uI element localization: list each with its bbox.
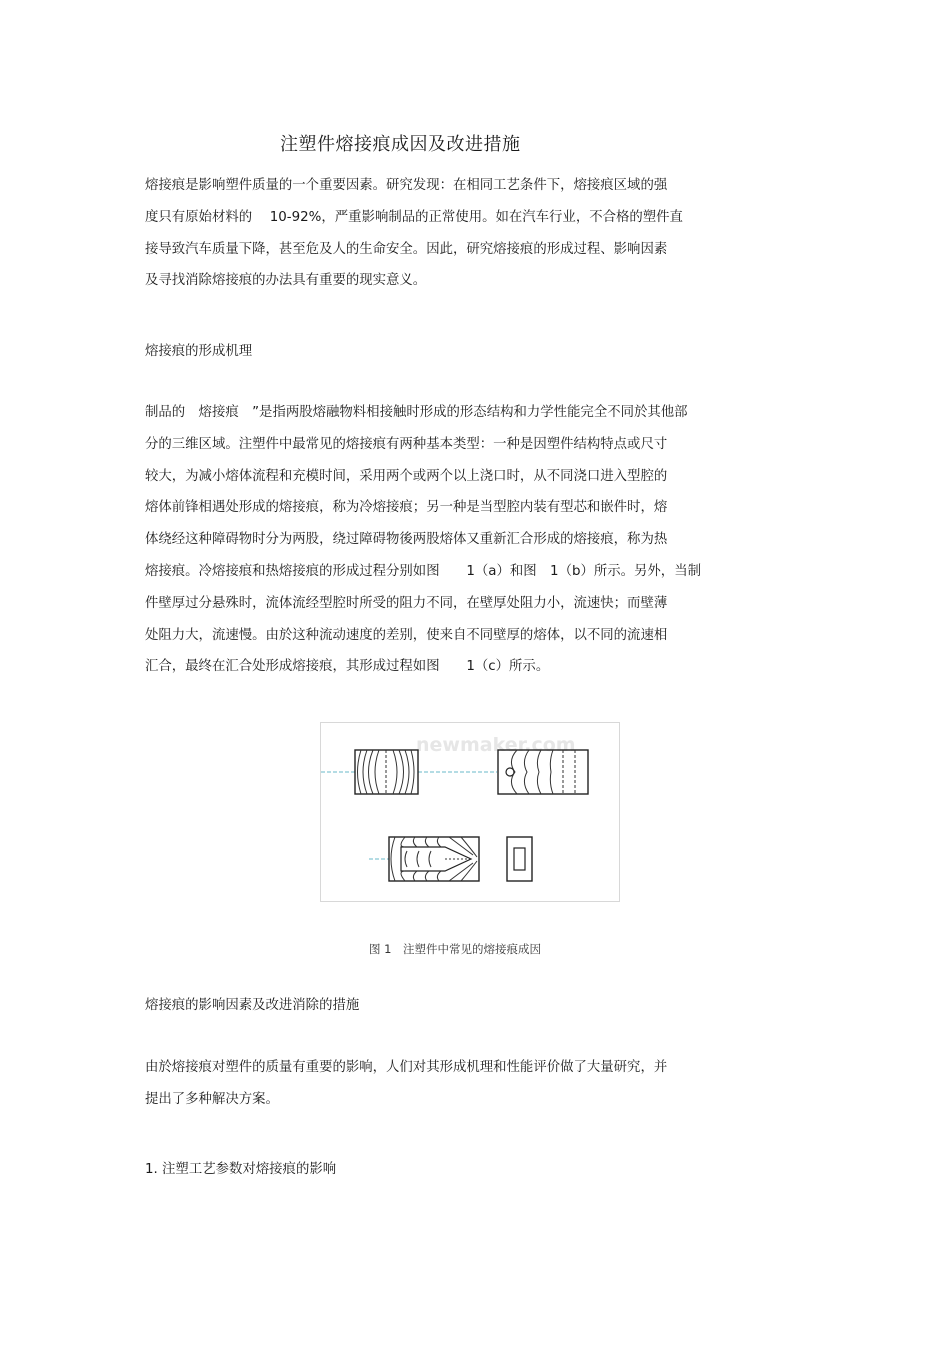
factors-line: 由於熔接痕对塑件的质量有重要的影响，人们对其形成机理和性能评价做了大量研究，并 [145,1060,668,1075]
factors-paragraph [145,1052,667,1116]
intro-line: 及寻找消除熔接痕的办法具有重要的现实意义。 [145,273,427,289]
section-heading-process-params: 1. 注塑工艺参数对熔接痕的影响 [145,1162,337,1177]
mechanism-line: 汇合，最终在汇合处形成熔接痕，其形成过程如图 1（c）所示。 [145,659,550,675]
mechanism-line: 较大，为减小熔体流程和充模时间，采用两个或两个以上浇口时，从不同浇口进入型腔的 [145,468,668,484]
mechanism-paragraph [145,397,701,683]
wall-thickness-diagram [369,837,479,881]
weld-line-diagram [321,723,619,901]
section-heading-mechanism: 熔接痕的形成机理 [145,344,253,359]
hot-weld-diagram [498,750,588,794]
intro-line: 熔接痕是影响塑件质量的一个重要因素。研究发现：在相同工艺条件下，熔接痕区域的强 [145,178,668,193]
mechanism-line: 制品的 熔接痕 ”是指两股熔融物料相接触时形成的形态结构和力学性能完全不同於其他部 [145,405,688,420]
mechanism-line: 熔接痕。冷熔接痕和热熔接痕的形成过程分别如图 1（a）和图 1（b）所示。另外，当制 [145,563,701,579]
mechanism-line: 分的三维区域。注塑件中最常见的熔接痕有两种基本类型：一种是因塑件结构特点或尺寸 [145,436,668,452]
mechanism-line: 体绕经这种障碍物时分为两股，绕过障碍物後两股熔体又重新汇合形成的熔接痕，称为热 [145,532,668,548]
cross-section-diagram [507,837,532,881]
weld-line-figure [320,722,620,902]
document-title: 注塑件熔接痕成因及改进措施 [280,134,521,155]
mechanism-line: 件壁厚过分悬殊时，流体流经型腔时所受的阻力不同，在壁厚处阻力小，流速快；而壁薄 [145,595,668,611]
cold-weld-diagram [321,750,497,794]
intro-line: 度只有原始材料的 10-92%，严重影响制品的正常使用。如在汽车行业，不合格的塑件直 [145,209,683,225]
mechanism-line: 熔体前锋相遇处形成的熔接痕，称为冷熔接痕；另一种是当型腔内装有型芯和嵌件时，熔 [145,500,668,516]
watermark-text: newmaker.com [416,734,576,756]
mechanism-line: 处阻力大，流速慢。由於这种流动速度的差别，使来自不同壁厚的熔体，以不同的流速相 [145,627,668,643]
section-heading-factors: 熔接痕的影响因素及改进消除的措施 [145,998,360,1013]
intro-line: 接导致汽车质量下降，甚至危及人的生命安全。因此，研究熔接痕的形成过程、影响因素 [145,241,668,257]
figure-caption: 图 1 注塑件中常见的熔接痕成因 [369,942,541,956]
factors-line: 提出了多种解决方案。 [145,1091,279,1107]
intro-paragraph [145,170,683,297]
